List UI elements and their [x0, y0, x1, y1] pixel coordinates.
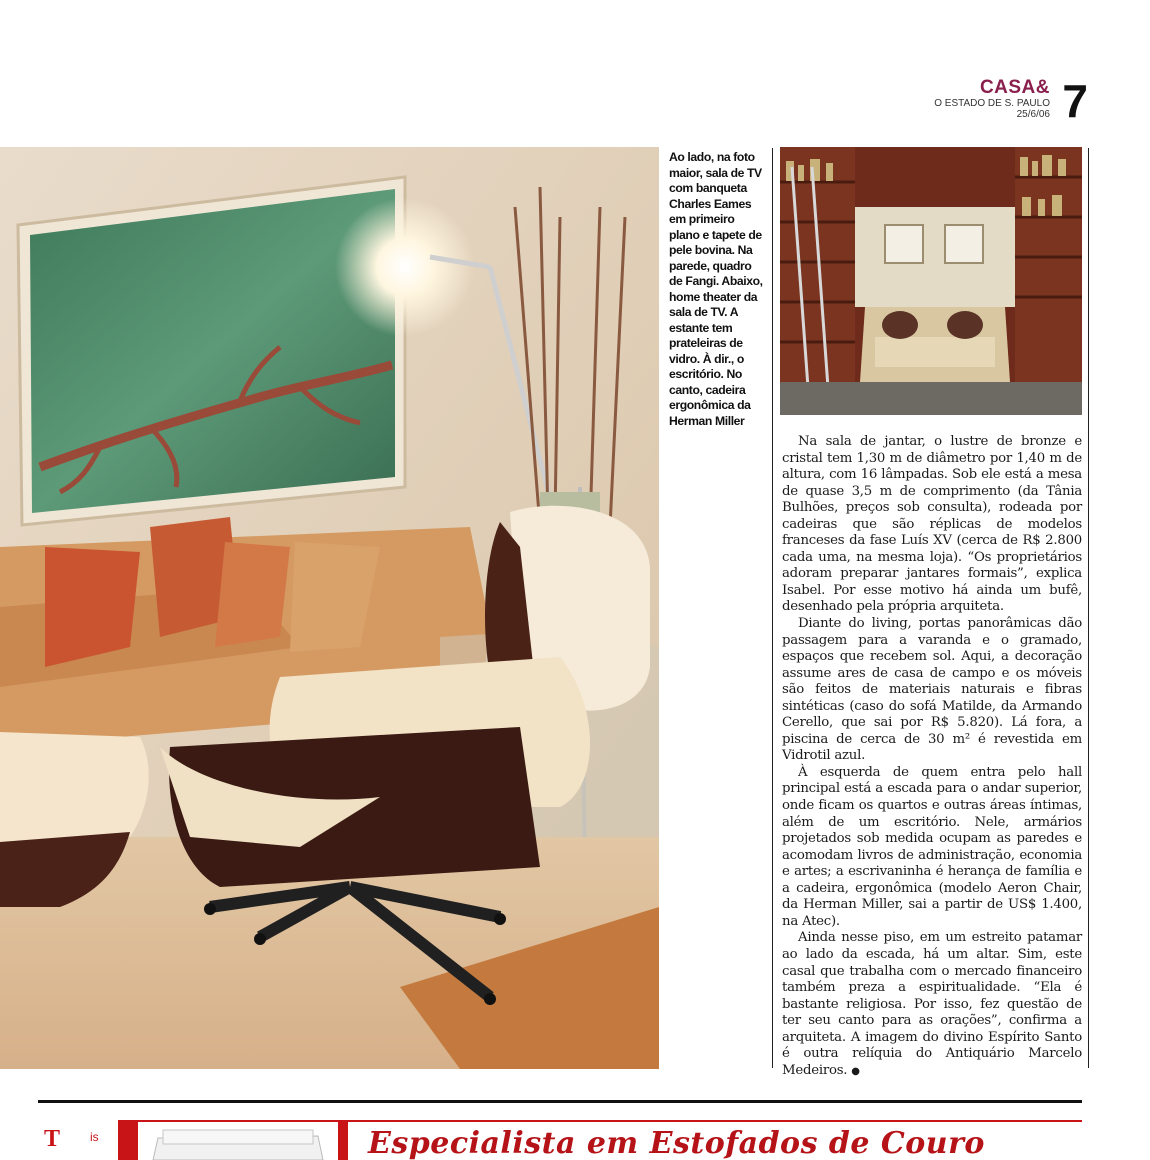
column-rule-right	[1088, 148, 1089, 1068]
ad-slogan-box	[348, 1122, 1082, 1160]
article-paragraph	[782, 930, 1082, 1080]
newspaper-name: O ESTADO DE S. PAULO	[934, 98, 1050, 109]
page-divider	[38, 1100, 1082, 1103]
photo-caption: Ao lado, na foto maior, sala de TV com banqueta Charles Eames em primeiro plano e tapete de pele bovina. Na parede, quadro de Fangi. Abaixo, home theater da sala de TV. A estante tem prateleiras de vidro. À dir., o escritório. No canto, cadeira ergonômica da Herman Miller	[669, 150, 763, 428]
advertiser-logo	[38, 1120, 118, 1160]
masthead	[934, 78, 1050, 120]
publication-date: 25/6/06	[1016, 109, 1050, 120]
article-paragraph-text: Ainda nesse piso, em um estreito patamar ao lado da escada, há um altar. Sim, este casal que trabalha com o mercado financeiro também preza a espiritualidade. “Ela é bastante religiosa. Por isso, fez questão de ter seu canto para as orações”, confirma a arquiteta. A imagem do divino Espírito Santo é outra relíquia do Antiquário Marcelo Medeiros.	[782, 930, 1082, 1078]
section-name: CASA&	[979, 77, 1050, 98]
advertisement-banner[interactable]	[38, 1120, 1082, 1160]
living-room-photo	[0, 147, 659, 1069]
page-number: 7	[1062, 75, 1088, 127]
article-paragraph: À esquerda de quem entra pelo hall principal está a escada para o andar superior, onde ficam os quartos e outras áreas íntimas, além de um escritório. Nele, armários projetados sob medida ocupam as paredes e acomodam livros de administração, economia e artes; a escrivaninha é herança de família e a cadeira, ergonômica (modelo Aeron Chair, da Herman Miller, sai a partir de US$ 1.400, na Atec).	[782, 764, 1082, 929]
ad-slogan: Especialista em Estofados de Couro	[368, 1126, 985, 1160]
article-paragraph: Na sala de jantar, o lustre de bronze e cristal tem 1,30 m de diâmetro por 1,40 m de altura, com 16 lâmpadas. Sob ele está a mesa de quase 3,5 m de comprimento (da Tânia Bulhões, preços sob consulta), rodeada por cadeiras que são réplicas de modelos franceses da fase Luís XV (cerca de R$ 2.800 cada uma, na mesma loja). “Os proprietários adoram preparar jantares formais”, explica Isabel. Por esse motivo há ainda um bufê, desenhado pela própria arquiteta.	[782, 434, 1082, 615]
end-mark: ●	[851, 1065, 860, 1077]
advertiser-logo-text: T	[44, 1126, 61, 1152]
leather-sofa-image	[138, 1122, 338, 1160]
article-body	[782, 434, 1082, 1080]
column-rule-left	[772, 148, 773, 1068]
advertiser-logo-sub: is	[90, 1130, 99, 1144]
article-paragraph: Diante do living, portas panorâmicas dão passagem para a varanda e o gramado, espaços que recebem sol. Aqui, a decoração assume ares de casa de campo e os móveis são feitos de materiais naturais e fibras sintéticas (caso do sofá Matilde, da Armando Cerello, que sai por R$ 5.820). Lá fora, a piscina de cerca de 30 m² é revestida em Vidrotil azul.	[782, 616, 1082, 764]
office-photo	[780, 147, 1082, 415]
